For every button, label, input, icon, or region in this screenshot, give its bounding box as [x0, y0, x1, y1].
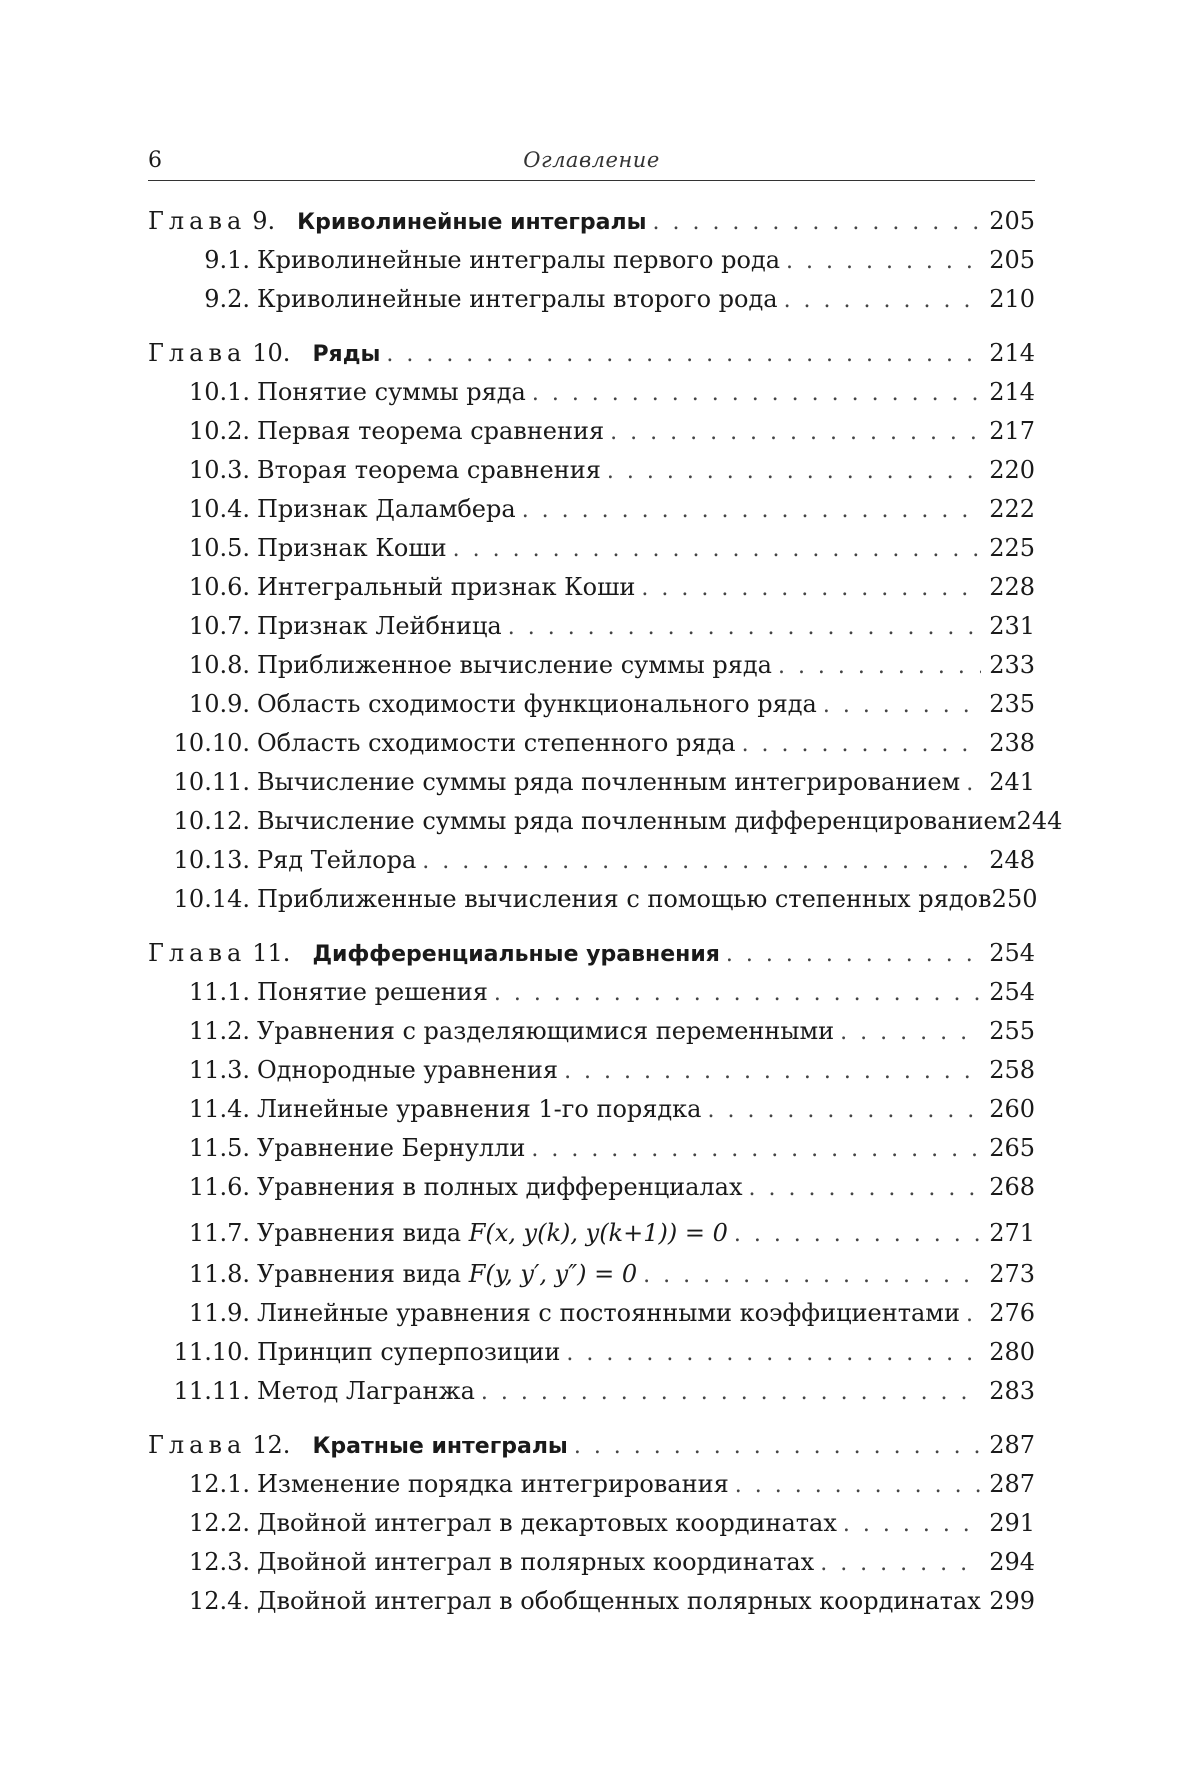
section-formula: F(y, y′, y″) = 0: [468, 1260, 638, 1288]
section-page: 254: [989, 978, 1035, 1006]
section-title-text: Признак Коши: [257, 534, 447, 562]
section-number: 10.9.: [188, 690, 250, 718]
leader-dots: [386, 335, 981, 375]
section-title-text: Уравнение Бернулли: [257, 1134, 526, 1162]
chapter-number: 10.: [252, 339, 291, 367]
section-title-text: Уравнения с разделяющимися переменными: [257, 1017, 835, 1045]
section-title-text: Понятие решения: [257, 978, 488, 1006]
section-page: 235: [989, 690, 1035, 718]
section-number: 10.8.: [188, 651, 250, 679]
section-row[interactable]: [148, 1543, 1035, 1582]
section-number: 12.3.: [188, 1548, 250, 1576]
section-row[interactable]: [148, 1207, 1035, 1255]
section-title: [257, 412, 604, 451]
section-title: [257, 1504, 837, 1543]
section-title: [257, 1543, 814, 1582]
section-number: 11.11.: [173, 1377, 250, 1405]
section-title-text: Изменение порядка интегрирования: [257, 1470, 729, 1498]
section-row[interactable]: [148, 973, 1035, 1012]
leader-dots: [607, 452, 981, 491]
leader-dots: [966, 764, 981, 803]
section-page: 265: [989, 1134, 1035, 1162]
section-row[interactable]: [148, 1012, 1035, 1051]
chapter-title: Ряды: [312, 342, 381, 367]
chapter-row[interactable]: [148, 1425, 1035, 1465]
section-row[interactable]: [148, 1090, 1035, 1129]
section-row[interactable]: [148, 1372, 1035, 1411]
section-page: 280: [989, 1338, 1035, 1366]
chapter-number: 11.: [252, 939, 291, 967]
section-title-text: Линейные уравнения 1-го порядка: [257, 1095, 702, 1123]
section-page: 283: [989, 1377, 1035, 1405]
section-number: 10.5.: [188, 534, 250, 562]
section-row[interactable]: [148, 841, 1035, 880]
leader-dots: [610, 413, 981, 452]
section-title: [257, 1255, 637, 1294]
chapter-label: Глава: [148, 339, 247, 367]
section-number: 10.7.: [188, 612, 250, 640]
section-number: 11.9.: [188, 1299, 250, 1327]
section-page: 294: [989, 1548, 1035, 1576]
section-row[interactable]: [148, 1504, 1035, 1543]
chapter-page: 254: [989, 939, 1035, 967]
section-page: 238: [989, 729, 1035, 757]
section-page: 276: [989, 1299, 1035, 1327]
section-title-text: Понятие суммы ряда: [257, 378, 526, 406]
running-title: Оглавление: [523, 148, 660, 172]
section-row[interactable]: [148, 280, 1035, 319]
section-title: [257, 1465, 729, 1504]
section-row[interactable]: [148, 490, 1035, 529]
section-title: [257, 802, 1016, 841]
leader-dots: [823, 686, 981, 725]
section-number: 11.4.: [188, 1095, 250, 1123]
section-page: 299: [989, 1587, 1035, 1615]
section-title-text: Двойной интеграл в обобщенных полярных координатах: [257, 1587, 981, 1615]
section-number: 10.10.: [173, 729, 250, 757]
section-number: 11.5.: [188, 1134, 250, 1162]
section-number: 10.6.: [188, 573, 250, 601]
section-page: 260: [989, 1095, 1035, 1123]
section-page: 220: [989, 456, 1035, 484]
section-title: [257, 1207, 728, 1259]
section-number: 10.13.: [173, 846, 250, 874]
section-title: [257, 1372, 475, 1411]
section-title-text: Вторая теорема сравнения: [257, 456, 601, 484]
section-title: [257, 973, 488, 1012]
section-row[interactable]: [148, 1129, 1035, 1168]
section-row[interactable]: [148, 1294, 1035, 1333]
section-row[interactable]: [148, 1255, 1035, 1294]
section-number: 10.11.: [173, 768, 250, 796]
section-title-text: Признак Лейбница: [257, 612, 502, 640]
leader-dots: [564, 1052, 981, 1091]
section-title-text: Интегральный признак Коши: [257, 573, 636, 601]
leader-dots: [840, 1013, 981, 1052]
section-number: 10.14.: [173, 885, 250, 913]
section-title: [257, 241, 780, 280]
chapter-row[interactable]: [148, 201, 1035, 241]
leader-dots: [726, 935, 981, 975]
section-title: [257, 568, 635, 607]
section-title-text: Уравнения вида: [257, 1260, 462, 1288]
section-title-text: Вычисление суммы ряда почленным интегрированием: [257, 768, 961, 796]
section-title-text: Вычисление суммы ряда почленным дифференцированием: [257, 807, 1017, 835]
chapter-page: 287: [989, 1431, 1035, 1459]
section-row[interactable]: [148, 763, 1035, 802]
section-page: 244: [1016, 807, 1063, 835]
section-title: [257, 1012, 834, 1051]
leader-dots: [742, 725, 981, 764]
leader-dots: [707, 1091, 981, 1130]
section-number: 10.4.: [188, 495, 250, 523]
section-page: 233: [989, 651, 1035, 679]
section-title: [257, 1582, 981, 1621]
section-title: [257, 490, 516, 529]
section-page: 258: [989, 1056, 1035, 1084]
section-row[interactable]: [148, 241, 1035, 280]
section-title: [257, 1090, 701, 1129]
section-page: 217: [989, 417, 1035, 445]
section-title-text: Двойной интеграл в полярных координатах: [257, 1548, 815, 1576]
section-number: 9.1.: [204, 246, 250, 274]
section-title-text: Метод Лагранжа: [257, 1377, 475, 1405]
section-title: [257, 451, 601, 490]
leader-dots: [532, 374, 981, 413]
leader-dots: [749, 1169, 981, 1208]
section-title-text: Область сходимости степенного ряда: [257, 729, 736, 757]
section-title-text: Уравнения вида: [257, 1219, 462, 1247]
section-title-text: Признак Даламбера: [257, 495, 516, 523]
section-number: 12.2.: [188, 1509, 250, 1537]
section-title: [257, 880, 991, 919]
section-page: 231: [989, 612, 1035, 640]
section-page: 273: [989, 1260, 1035, 1288]
section-row[interactable]: [148, 1465, 1035, 1504]
section-title: [257, 529, 447, 568]
section-row[interactable]: [148, 607, 1035, 646]
chapter-page: 214: [989, 339, 1035, 367]
section-page: 268: [989, 1173, 1035, 1201]
section-title-text: Приближенное вычисление суммы ряда: [257, 651, 772, 679]
leader-dots: [778, 647, 981, 686]
leader-dots: [641, 569, 981, 608]
section-title: [257, 1294, 960, 1333]
leader-dots: [652, 203, 981, 243]
section-title-text: Приближенные вычисления с помощью степенных рядов: [257, 885, 992, 913]
chapter-title: Кратные интегралы: [312, 1434, 568, 1459]
section-title: [257, 1051, 558, 1090]
section-number: 11.1.: [188, 978, 250, 1006]
section-page: 205: [989, 246, 1035, 274]
page-number: 6: [148, 148, 162, 173]
leader-dots: [966, 1295, 981, 1334]
section-row[interactable]: [148, 373, 1035, 412]
section-title: [257, 373, 526, 412]
section-number: 11.3.: [188, 1056, 250, 1084]
section-row[interactable]: [148, 412, 1035, 451]
leader-dots: [422, 842, 981, 881]
chapter-label: Глава: [148, 207, 247, 235]
leader-dots: [820, 1544, 981, 1583]
section-title: [257, 841, 416, 880]
section-title-text: Ряд Тейлора: [257, 846, 417, 874]
section-number: 11.10.: [173, 1338, 250, 1366]
chapter-title: Дифференциальные уравнения: [312, 942, 720, 967]
section-number: 11.8.: [188, 1260, 250, 1288]
leader-dots: [494, 974, 981, 1013]
chapter-row[interactable]: [148, 933, 1035, 973]
section-page: 248: [989, 846, 1035, 874]
section-page: 291: [989, 1509, 1035, 1537]
chapter-number: 12.: [252, 1431, 291, 1459]
section-page: 287: [989, 1470, 1035, 1498]
section-row[interactable]: [148, 880, 1038, 919]
section-row[interactable]: [148, 451, 1035, 490]
section-page: 255: [989, 1017, 1035, 1045]
leader-dots: [735, 1466, 981, 1505]
section-title-text: Криволинейные интегралы второго рода: [257, 285, 778, 313]
section-title: [257, 685, 817, 724]
section-page: 214: [989, 378, 1035, 406]
leader-dots: [574, 1427, 981, 1467]
section-title: [257, 280, 778, 319]
section-page: 210: [989, 285, 1035, 313]
chapter-number: 9.: [252, 207, 276, 235]
section-page: 228: [989, 573, 1035, 601]
section-row[interactable]: [148, 724, 1035, 763]
section-title-text: Однородные уравнения: [257, 1056, 559, 1084]
section-number: 10.12.: [173, 807, 250, 835]
section-row[interactable]: [148, 1051, 1035, 1090]
leader-dots: [784, 281, 981, 320]
chapter-label: Глава: [148, 939, 247, 967]
section-title-text: Двойной интеграл в декартовых координатах: [257, 1509, 837, 1537]
leader-dots: [643, 1256, 981, 1295]
table-of-contents: [148, 201, 1063, 1621]
section-row[interactable]: [148, 685, 1035, 724]
section-row[interactable]: [148, 1582, 1035, 1621]
section-row[interactable]: [148, 1333, 1035, 1372]
section-number: 12.1.: [188, 1470, 250, 1498]
leader-dots: [522, 491, 981, 530]
leader-dots: [453, 530, 981, 569]
section-number: 10.3.: [188, 456, 250, 484]
section-number: 10.1.: [188, 378, 250, 406]
chapter-row[interactable]: [148, 333, 1035, 373]
section-title-text: Линейные уравнения с постоянными коэффициентами: [257, 1299, 960, 1327]
section-number: 11.6.: [188, 1173, 250, 1201]
section-number: 9.2.: [204, 285, 250, 313]
section-row[interactable]: [148, 802, 1063, 841]
leader-dots: [481, 1373, 981, 1412]
running-header: [148, 146, 1035, 181]
chapter-title: Криволинейные интегралы: [297, 210, 647, 235]
section-formula: F(x, y(k), y(k+1)) = 0: [468, 1219, 728, 1247]
section-number: 10.2.: [188, 417, 250, 445]
section-title-text: Область сходимости функционального ряда: [257, 690, 817, 718]
leader-dots: [786, 242, 981, 281]
leader-dots: [734, 1209, 981, 1261]
chapter-page: 205: [989, 207, 1035, 235]
section-row[interactable]: [148, 529, 1035, 568]
section-title: [257, 1333, 560, 1372]
section-row[interactable]: [148, 646, 1035, 685]
leader-dots: [843, 1505, 981, 1544]
section-page: 225: [989, 534, 1035, 562]
leader-dots: [566, 1334, 981, 1373]
section-title: [257, 1129, 525, 1168]
section-title-text: Уравнения в полных дифференциалах: [257, 1173, 743, 1201]
section-page: 271: [989, 1219, 1035, 1247]
section-row[interactable]: [148, 1168, 1035, 1207]
section-title-text: Криволинейные интегралы первого рода: [257, 246, 781, 274]
section-title: [257, 1168, 743, 1207]
section-page: 222: [989, 495, 1035, 523]
section-title: [257, 763, 960, 802]
leader-dots: [531, 1130, 981, 1169]
section-number: 11.2.: [188, 1017, 250, 1045]
section-row[interactable]: [148, 568, 1035, 607]
chapter-label: Глава: [148, 1431, 247, 1459]
leader-dots: [508, 608, 981, 647]
section-title-text: Принцип суперпозиции: [257, 1338, 561, 1366]
section-title: [257, 646, 772, 685]
section-page: 250: [991, 885, 1038, 913]
section-title-text: Первая теорема сравнения: [257, 417, 605, 445]
section-title: [257, 607, 502, 646]
section-number: 11.7.: [188, 1219, 250, 1247]
section-title: [257, 724, 736, 763]
section-number: 12.4.: [188, 1587, 250, 1615]
section-page: 241: [989, 768, 1035, 796]
